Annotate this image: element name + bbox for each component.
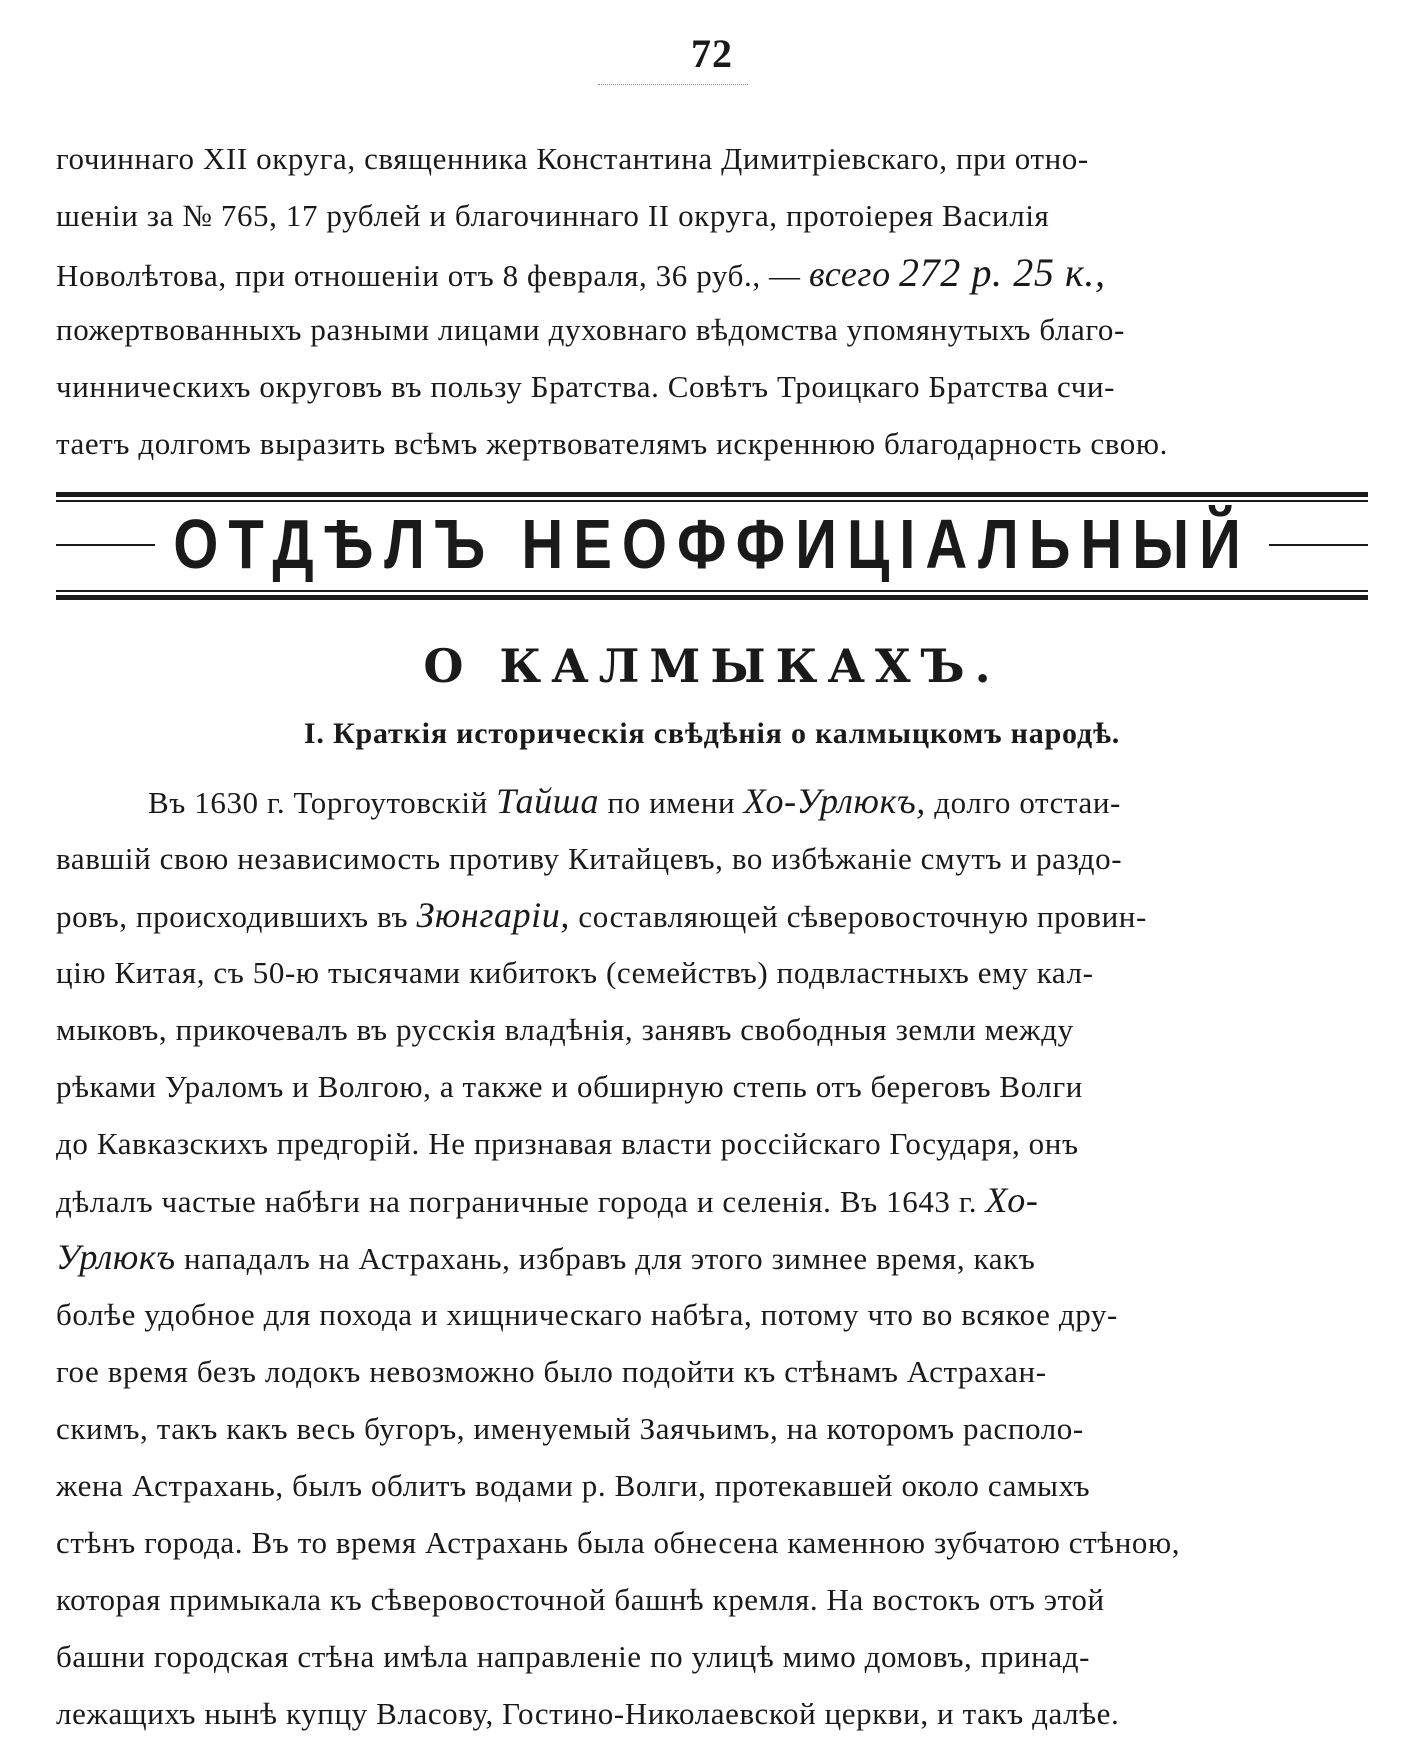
section-rule-bottom-thin [56,590,1368,592]
section-dash-right [1269,544,1368,546]
text-line [56,1172,1374,1229]
text-fragment: Въ 1630 г. Торгоутовскій [148,785,488,820]
text-line: скимъ, такъ какъ весь бугоръ, именуемый Заячьимъ, на которомъ располо- [56,1411,1084,1446]
text-fragment: Новолѣтова, при отношеніи отъ 8 февраля, 36 руб., — [56,258,801,293]
text-line: болѣе удобное для похода и хищническаго набѣга, потому что во всякое дру- [56,1297,1118,1332]
page-number: 72 [691,31,733,76]
text-line: лежащихъ нынѣ купцу Власову, Гостино-Николаевской церкви, и такъ далѣе. [56,1696,1120,1731]
article-subtitle: I. Краткія историческія свѣдѣнія о калмыцкомъ народѣ. [303,717,1121,750]
text-line: пожертвованныхъ разными лицами духовнаго вѣдомства упомянутыхъ благо- [56,312,1125,347]
text-line: рѣками Ураломъ и Волгою, а также и обширную степь отъ береговъ Волги [56,1069,1083,1104]
italic-term: Тайша [496,781,600,821]
page-number-divider [598,84,748,85]
text-fragment: по имени [607,785,736,820]
text-line: таетъ долгомъ выразить всѣмъ жертвователямъ искреннюю благодарность свою. [56,426,1168,461]
text-line: цію Китая, съ 50-ю тысячами кибитокъ (семействъ) подвластныхъ ему кал- [56,955,1094,990]
top-paragraph [56,130,1368,472]
text-line: которая примыкала къ сѣверовосточной башнѣ кремля. На востокъ отъ этой [56,1582,1105,1617]
text-line: жена Астрахань, былъ облитъ водами р. Волги, протекавшей около самыхъ [56,1468,1091,1503]
text-line: до Кавказскихъ предгорій. Не признавая власти россійскаго Государя, онъ [56,1126,1079,1161]
section-rule-bottom [56,595,1368,600]
section-rule-top [56,492,1368,497]
text-line [56,1229,1374,1286]
text-fragment: составляющей сѣверовосточную провин- [578,899,1147,934]
text-fragment: долго отстаи- [934,785,1121,820]
total-amount: 272 р. 25 к., [899,250,1106,295]
section-dash-left [56,544,155,546]
text-line: вавшій свою независимость противу Китайцевъ, во избѣжаніе смутъ и раздо- [56,841,1123,876]
text-line: башни городская стѣна имѣла направленіе по улицѣ мимо домовъ, принад- [56,1639,1090,1674]
section-rule-top-thin [56,500,1368,502]
text-line: шеніи за № 765, 17 рублей и благочиннаго II округа, протоіерея Василія [56,198,1050,233]
text-line: чинническихъ округовъ въ пользу Братства. Совѣтъ Троицкаго Братства счи- [56,369,1116,404]
text-line: гое время безъ лодокъ невозможно было подойти къ стѣнамъ Астрахан- [56,1354,1047,1389]
section-title-row [56,505,1368,584]
text-line: мыковъ, прикочевалъ въ русскія владѣнія, занявъ свободныя земли между [56,1012,1074,1047]
text-line: гочиннаго XII округа, священника Константина Димитріевскаго, при отно- [56,141,1089,176]
text-fragment: нападалъ на Астрахань, избравъ для этого зимнее время, какъ [183,1241,1036,1276]
italic-name: Хо-Урлюкъ, [743,781,926,821]
text-line: стѣнъ города. Въ то время Астрахань была обнесена каменною зубчатою стѣною, [56,1525,1181,1560]
italic-name: Урлюкъ [56,1237,176,1277]
text-fragment: ровъ, происходившихъ въ [56,899,409,934]
article-title: О КАЛМЫКАХЪ. [423,639,1001,693]
section-header [56,492,1368,602]
text-line [56,773,1374,830]
total-label: всего [809,254,891,294]
text-line [56,887,1374,944]
text-fragment: дѣлалъ частые набѣги на пограничные города и селенія. Въ 1643 г. [56,1184,978,1219]
italic-place: Зюнгаріи, [416,895,570,935]
article-body [56,773,1374,1742]
text-line [56,244,1368,301]
section-title: ОТДѢЛЪ НЕОФФИЦІАЛЬНЫЙ [173,505,1251,584]
italic-name: Хо- [985,1180,1039,1220]
